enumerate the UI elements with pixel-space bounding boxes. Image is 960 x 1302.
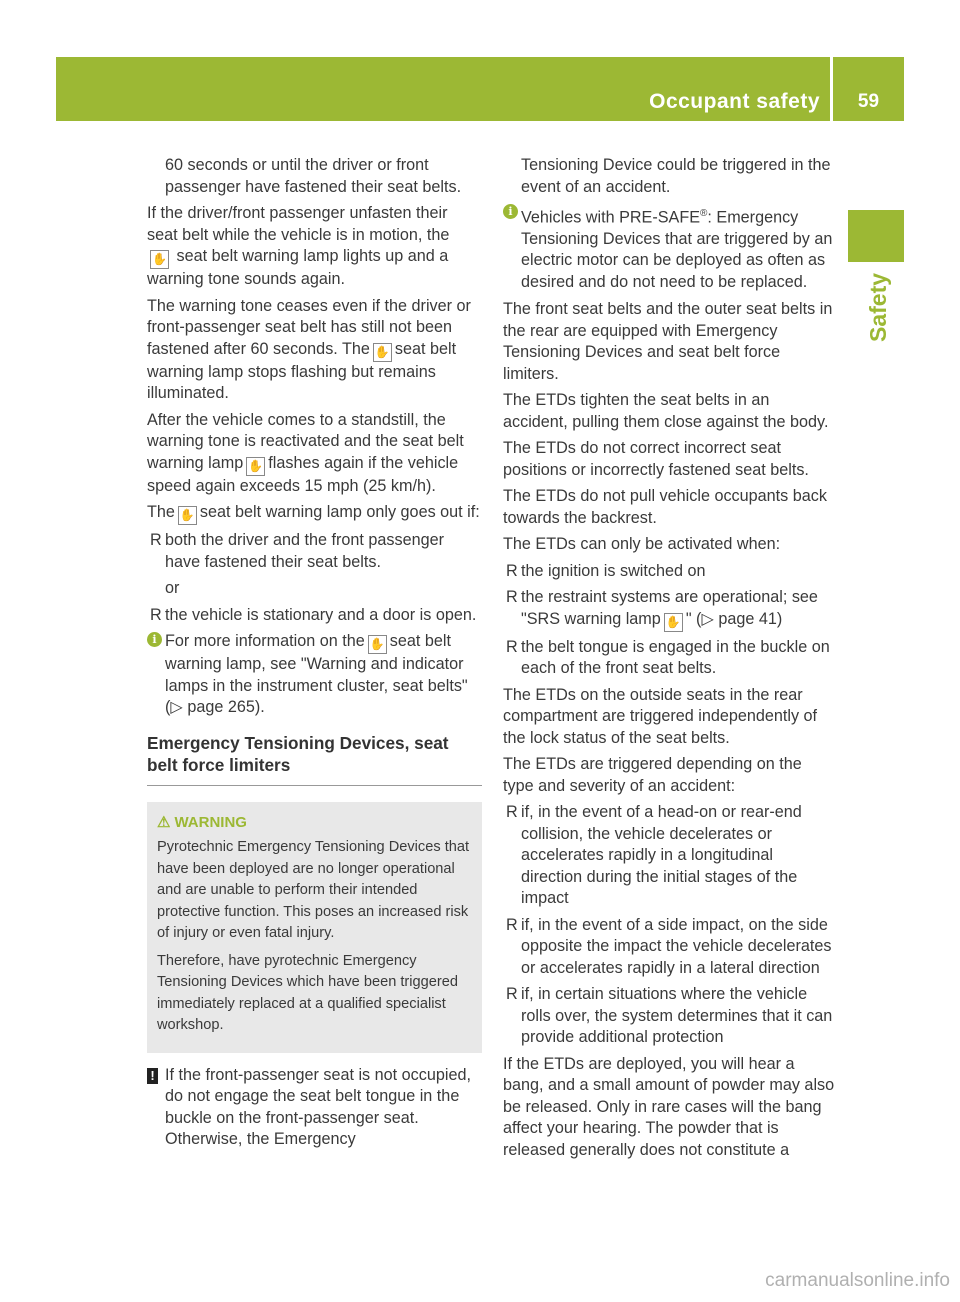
- warning-text: Therefore, have pyrotechnic Emergency Tensioning Devices which have been triggered immediately replaced at a qualified specialist workshop.: [157, 952, 458, 1033]
- list-item: R the ignition is switched on: [506, 561, 706, 580]
- paragraph: or: [165, 579, 180, 597]
- warning-box: [147, 802, 482, 1053]
- list-item: R if, in the event of a side impact, on the side opposite the impact the vehicle decelerates or accelerates rapidly in a lateral direction: [506, 915, 832, 977]
- paragraph: The ETDs do not correct incorrect seat positions or incorrectly fastened seat belts.: [503, 439, 809, 479]
- page-ref-icon: ▷: [701, 609, 714, 628]
- list-item: R both the driver and the front passenger have fastened their seat belts.: [150, 531, 444, 571]
- paragraph: The ETDs are triggered depending on the type and severity of an accident:: [503, 755, 802, 795]
- info-note: i Vehicles with PRE-SAFE®: Emergency Tensioning Devices that are triggered by an electric motor can be deployed as often as desired and do not need to be replaced.: [503, 203, 835, 293]
- side-tab-label: Safety: [865, 272, 891, 342]
- paragraph: The ETDs on the outside seats in the rear compartment are triggered independently of the lock status of the seat belts.: [503, 685, 818, 747]
- seatbelt-icon: ✋: [178, 506, 197, 525]
- side-tab: [849, 272, 889, 362]
- exclamation-icon: !: [147, 1068, 158, 1084]
- warning-triangle-icon: ⚠: [157, 813, 171, 831]
- list-item: R the restraint systems are operational; see "SRS warning lamp ✋ " (▷ page 41): [503, 587, 835, 632]
- right-column: [503, 155, 835, 1166]
- seatbelt-icon: ✋: [373, 343, 392, 362]
- page-header: [56, 57, 904, 121]
- info-note: i For more information on the ✋ seat belt warning lamp, see "Warning and indicator lamps in the instrument cluster, seat belts" (▷ page 265).: [147, 631, 482, 719]
- paragraph: The ETDs do not pull vehicle occupants back towards the backrest.: [503, 487, 827, 527]
- side-tab-block: [848, 210, 904, 262]
- page-ref-icon: ▷: [170, 698, 183, 716]
- page-link[interactable]: page 41): [718, 609, 783, 628]
- list-item: R the belt tongue is engaged in the buckle on each of the front seat belts.: [506, 637, 830, 678]
- section-title: Occupant safety: [649, 90, 820, 113]
- left-column: [147, 155, 482, 1151]
- info-icon: i: [147, 632, 162, 647]
- paragraph: If the ETDs are deployed, you will hear a bang, and a small amount of powder may also be released. Only in rare cases will the bang affect your hearing. The powder that is released generally does not constitute a: [503, 1054, 835, 1159]
- page-link[interactable]: page 265).: [187, 698, 265, 716]
- page-number: 59: [857, 91, 880, 112]
- seatbelt-icon: ✋: [368, 635, 387, 654]
- warning-title: ⚠ WARNING: [157, 813, 247, 831]
- list-item: R if, in the event of a head-on or rear-end collision, the vehicle decelerates or accelerates rapidly in a longitudinal direction during the initial stages of the impact: [506, 803, 802, 908]
- seatbelt-icon: ✋: [246, 457, 265, 476]
- paragraph: The ETDs can only be activated when:: [503, 535, 781, 554]
- list-item: R the vehicle is stationary and a door is open.: [150, 605, 477, 624]
- info-icon: i: [503, 204, 518, 219]
- section-heading: Emergency Tensioning Devices, seat belt force limiters: [147, 732, 449, 775]
- paragraph: 60 seconds or until the driver or front passenger have fastened their seat belts.: [165, 156, 462, 196]
- paragraph: The warning tone ceases even if the driver or front-passenger seat belt has still not been fastened after 60 seconds. The ✋ seat belt warning lamp stops flashing but remains illuminated.: [147, 296, 471, 402]
- seatbelt-icon: ✋: [150, 250, 169, 269]
- airbag-icon: ✋: [664, 613, 683, 632]
- paragraph: After the vehicle comes to a standstill, the warning tone is reactivated and the seat belt warning lamp ✋ flashes again if the vehicle speed again exceeds 15 mph (25 km/h).: [147, 410, 464, 495]
- paragraph: Tensioning Device could be triggered in the event of an accident.: [521, 156, 831, 196]
- paragraph: The ETDs tighten the seat belts in an accident, pulling them close against the body.: [503, 391, 829, 431]
- divider: [147, 785, 482, 786]
- watermark: carmanualsonline.info: [765, 1270, 950, 1291]
- paragraph: If the driver/front passenger unfasten their seat belt while the vehicle is in motion, the ✋ seat belt warning lamp lights up and a warning tone sounds again.: [147, 204, 450, 288]
- list-item: R if, in certain situations where the vehicle rolls over, the system determines that it can provide additional protection: [506, 985, 833, 1047]
- paragraph: The front seat belts and the outer seat belts in the rear are equipped with Emergency Tensioning Devices and seat belt force limiters.: [503, 300, 833, 383]
- paragraph: The ✋ seat belt warning lamp only goes out if:: [147, 502, 482, 525]
- note: ! If the front-passenger seat is not occupied, do not engage the seat belt tongue in the buckle on the front-passenger seat. Otherwise, the Emergency: [147, 1065, 482, 1151]
- warning-text: Pyrotechnic Emergency Tensioning Devices that have been deployed are no longer operational and are unable to perform their intended protective function. This poses an increased risk of injury or even fatal injury.: [157, 839, 470, 941]
